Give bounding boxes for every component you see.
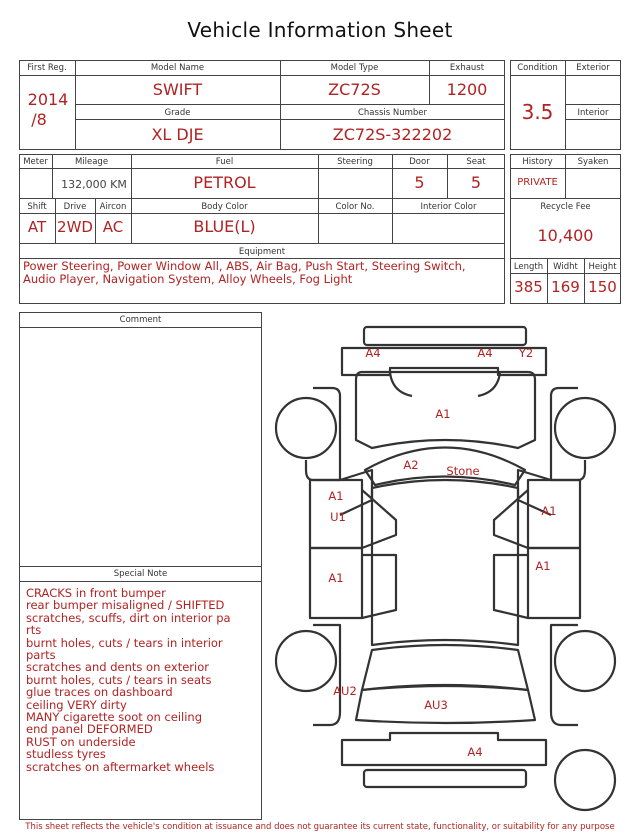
special-note-label: Special Note bbox=[113, 569, 168, 579]
spare-wheel bbox=[555, 750, 615, 810]
mark-front-left: A4 bbox=[365, 346, 381, 360]
mark-windshield: A2 bbox=[403, 458, 419, 472]
width-label: Widht bbox=[553, 262, 578, 272]
history-value: PRIVATE bbox=[517, 177, 558, 188]
fuel-label: Fuel bbox=[215, 157, 234, 167]
special-note-list bbox=[26, 587, 256, 773]
shift-value: AT bbox=[27, 218, 47, 236]
special-note-line: studless tyres bbox=[26, 747, 106, 762]
condition-value: 3.5 bbox=[521, 100, 554, 124]
special-note-line: parts bbox=[26, 648, 56, 663]
mark-left-rear-quarter: AU2 bbox=[333, 684, 357, 698]
mark-left-front-door-a: A1 bbox=[328, 489, 344, 503]
wheel-front-right bbox=[555, 398, 615, 458]
front-curve-left bbox=[390, 372, 412, 396]
page-title: Vehicle Information Sheet bbox=[187, 18, 453, 42]
special-note-line: scratches on aftermarket wheels bbox=[26, 759, 215, 774]
model-name-label: Model Name bbox=[150, 63, 205, 73]
special-note-line: burnt holes, cuts / tears in seats bbox=[26, 672, 212, 687]
model-name-value: SWIFT bbox=[152, 80, 203, 99]
grade-value: XL DJE bbox=[151, 125, 204, 144]
equipment-value: Power Steering, Power Window All, ABS, Air Bag, Push Start, Steering Switch, Audio Player, Navigation System, Alloy Wheels, Fog Light bbox=[23, 259, 466, 286]
aircon-label: Aircon bbox=[99, 202, 127, 212]
color-no-label: Color No. bbox=[335, 202, 375, 212]
roof bbox=[372, 480, 518, 645]
model-type-value: ZC72S bbox=[328, 80, 381, 99]
length-label: Length bbox=[513, 262, 544, 272]
first-reg-label: First Reg. bbox=[27, 63, 67, 73]
drive-label: Drive bbox=[63, 202, 87, 212]
special-note-line: rear bumper misaligned / SHIFTED bbox=[26, 598, 225, 613]
mileage-value: 132,000 KM bbox=[61, 178, 127, 191]
special-note-line: ceiling VERY dirty bbox=[26, 697, 127, 712]
wheel-rear-left bbox=[276, 631, 336, 691]
exterior-label: Exterior bbox=[576, 63, 610, 73]
special-note-line: rts bbox=[26, 623, 42, 638]
mark-right-front-door: A1 bbox=[541, 504, 557, 518]
grade-label: Grade bbox=[164, 108, 191, 118]
special-note-line: end panel DEFORMED bbox=[26, 722, 153, 737]
body-color-label: Body Color bbox=[201, 202, 248, 212]
first-reg-year: 2014 bbox=[27, 90, 69, 109]
drive-value: 2WD bbox=[57, 218, 93, 236]
syaken-label: Syaken bbox=[577, 157, 609, 167]
height-label: Height bbox=[588, 262, 617, 272]
special-note-line: glue traces on dashboard bbox=[26, 685, 173, 700]
left-front-window bbox=[362, 490, 396, 548]
rear-bumper bbox=[342, 733, 546, 765]
first-reg-month: /8 bbox=[31, 110, 47, 129]
seat-label: Seat bbox=[466, 157, 486, 167]
special-note-line: MANY cigarette soot on ceiling bbox=[26, 710, 203, 725]
model-type-label: Model Type bbox=[330, 63, 379, 73]
chassis-value: ZC72S-322202 bbox=[332, 125, 453, 144]
special-note-line: burnt holes, cuts / tears in interior bbox=[26, 635, 223, 650]
mark-rear-bumper: A4 bbox=[467, 745, 483, 759]
shift-label: Shift bbox=[27, 202, 47, 212]
recycle-fee-label: Recycle Fee bbox=[540, 202, 591, 212]
right-front-window bbox=[494, 490, 528, 548]
meter-label: Meter bbox=[23, 157, 48, 167]
mark-trunk: AU3 bbox=[424, 698, 448, 712]
comment-label: Comment bbox=[119, 315, 162, 325]
disclaimer-footer: This sheet reflects the vehicle's condition at issuance and does not guarantee its current state, functionality, or suitability for any purpose bbox=[25, 822, 615, 832]
length-value: 385 bbox=[514, 278, 543, 296]
rear-window bbox=[362, 645, 528, 690]
car-damage-diagram bbox=[265, 318, 640, 822]
mark-hood: A1 bbox=[435, 407, 451, 421]
exhaust-value: 1200 bbox=[446, 80, 488, 99]
mark-left-front-door-u: U1 bbox=[330, 510, 346, 524]
mileage-label: Mileage bbox=[74, 157, 109, 167]
special-note-line: scratches and dents on exterior bbox=[26, 660, 209, 675]
mark-windshield-note: Stone bbox=[446, 464, 480, 478]
interior-label: Interior bbox=[577, 108, 609, 118]
interior-color-label: Interior Color bbox=[420, 202, 477, 212]
height-value: 150 bbox=[588, 278, 617, 296]
seat-value: 5 bbox=[470, 173, 482, 192]
width-value: 169 bbox=[551, 278, 580, 296]
door-label: Door bbox=[409, 157, 430, 167]
chassis-label: Chassis Number bbox=[357, 108, 428, 118]
mark-left-rear-door: A1 bbox=[328, 571, 344, 585]
wheel-front-left bbox=[276, 398, 336, 458]
exhaust-label: Exhaust bbox=[449, 63, 485, 73]
fuel-value: PETROL bbox=[193, 173, 256, 192]
special-note-line: scratches, scuffs, dirt on interior pa bbox=[26, 610, 231, 625]
special-note-line: RUST on underside bbox=[26, 734, 136, 749]
mark-right-rear-door: A1 bbox=[535, 559, 551, 573]
special-note-line: CRACKS in front bumper bbox=[26, 586, 166, 600]
right-rear-window bbox=[494, 555, 528, 618]
front-curve-right bbox=[478, 372, 500, 396]
recycle-fee-value: 10,400 bbox=[537, 226, 594, 245]
door-value: 5 bbox=[414, 173, 425, 192]
body-color-value: BLUE(L) bbox=[193, 217, 256, 236]
condition-label: Condition bbox=[517, 63, 558, 73]
history-label: History bbox=[522, 157, 553, 167]
front-bumper-top bbox=[364, 327, 526, 345]
wheel-rear-right bbox=[555, 631, 615, 691]
a-pillar-left bbox=[340, 470, 372, 515]
aircon-value: AC bbox=[102, 218, 124, 236]
mark-front-right: A4 bbox=[477, 346, 493, 360]
equipment-label: Equipment bbox=[238, 247, 286, 257]
mark-front-y: Y2 bbox=[518, 346, 534, 360]
steering-label: Steering bbox=[337, 157, 373, 167]
left-rear-window bbox=[362, 555, 396, 618]
rear-bumper-bottom bbox=[364, 770, 526, 787]
